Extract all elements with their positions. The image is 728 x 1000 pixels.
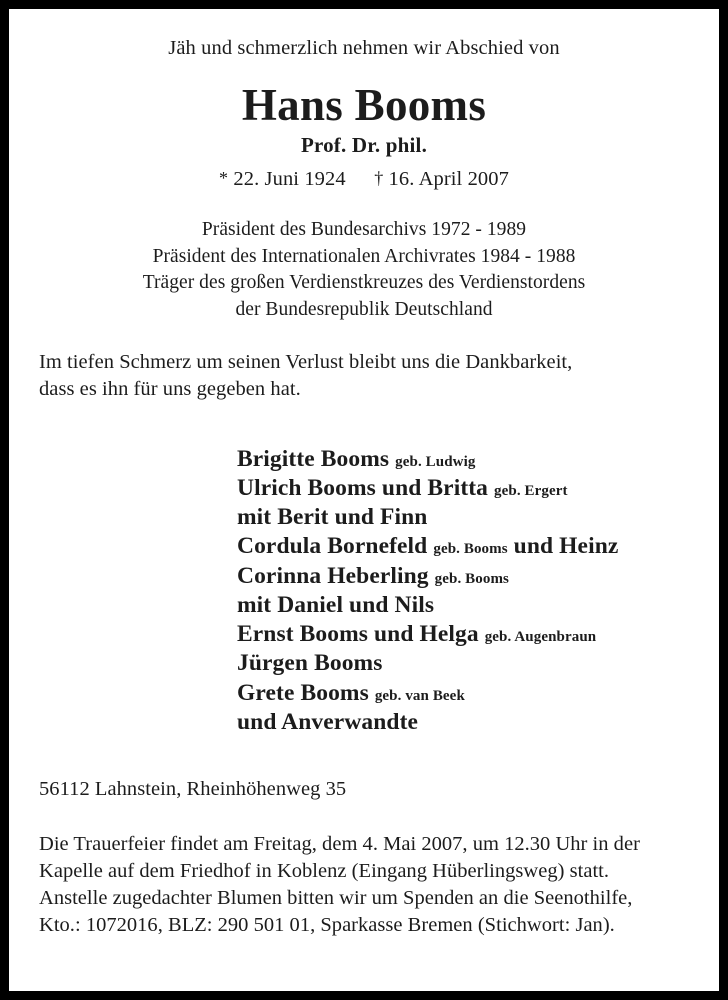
grief-message — [39, 349, 689, 402]
family-member-maiden-name: geb. Booms — [434, 570, 509, 587]
family-member-line — [237, 503, 689, 532]
honor-item: Präsident des Bundesarchivs 1972 - 1989 — [201, 219, 527, 241]
family-member-line — [237, 679, 689, 708]
family-member-maiden-name: geb. Ergert — [494, 482, 568, 499]
family-member-suffix: und Heinz — [513, 533, 619, 560]
honors-list — [39, 217, 689, 323]
funeral-detail-line: Anstelle zugedachter Blumen bitten wir um Spenden an die Seenothilfe, — [39, 886, 633, 909]
family-member-name: Ernst Booms und Helga — [237, 621, 479, 648]
honor-item: Präsident des Internationalen Archivrates 1984 - 1988 — [152, 245, 576, 267]
family-member-name: Jürgen Booms — [237, 650, 383, 677]
grief-line: dass es ihn für uns gegeben hat. — [39, 377, 301, 400]
deceased-academic-title: Prof. Dr. phil. — [300, 133, 428, 158]
family-member-line — [237, 591, 689, 620]
family-member-maiden-name: geb. Booms — [433, 541, 508, 558]
family-signatories — [39, 445, 689, 738]
family-member-name: und Anverwandte — [237, 708, 419, 735]
funeral-detail-line: Kapelle auf dem Friedhof in Koblenz (Eingang Hüberlingsweg) statt. — [39, 859, 610, 882]
family-member-name: Grete Booms — [237, 679, 369, 706]
mourning-address: 56112 Lahnstein, Rheinhöhenweg 35 — [39, 778, 347, 801]
family-member-maiden-name: geb. Augenbraun — [484, 629, 597, 646]
deceased-name: Hans Booms — [241, 79, 487, 130]
family-member-name: Brigitte Booms — [237, 445, 390, 472]
obituary-notice-content — [9, 9, 719, 991]
family-member-line — [237, 649, 689, 678]
deceased-block — [39, 79, 689, 192]
family-member-maiden-name: geb. Ludwig — [395, 453, 476, 470]
family-member-name: Corinna Heberling — [237, 562, 429, 589]
birth-star-icon: * — [219, 167, 229, 188]
honor-item: der Bundesrepublik Deutschland — [235, 298, 493, 320]
family-member-line — [237, 620, 689, 649]
honor-item: Träger des großen Verdienstkreuzes des Verdienstordens — [142, 272, 586, 294]
funeral-detail-line: Kto.: 1072016, BLZ: 290 501 01, Sparkasse Bremen (Stichwort: Jan). — [39, 913, 615, 936]
family-member-name: Cordula Bornefeld — [237, 533, 428, 560]
deceased-life-dates — [39, 167, 689, 192]
family-member-line — [237, 562, 689, 591]
family-member-line — [237, 532, 689, 561]
family-member-line — [237, 474, 689, 503]
funeral-detail-line: Die Trauerfeier findet am Freitag, dem 4. Mai 2007, um 12.30 Uhr in der — [39, 832, 640, 855]
death-cross-icon: † — [374, 167, 384, 188]
family-member-name: Ulrich Booms und Britta — [237, 474, 489, 501]
birth-date: 22. Juni 1924 — [233, 167, 346, 190]
family-member-name: mit Daniel und Nils — [237, 591, 435, 618]
family-member-line — [237, 445, 689, 474]
funeral-details — [39, 831, 689, 939]
opening-line: Jäh und schmerzlich nehmen wir Abschied von — [168, 37, 560, 59]
family-member-maiden-name: geb. van Beek — [374, 687, 465, 704]
family-member-line — [237, 708, 689, 737]
grief-line: Im tiefen Schmerz um seinen Verlust bleibt uns die Dankbarkeit, — [39, 351, 573, 374]
family-member-name: mit Berit und Finn — [237, 504, 428, 531]
death-date: 16. April 2007 — [388, 167, 509, 190]
